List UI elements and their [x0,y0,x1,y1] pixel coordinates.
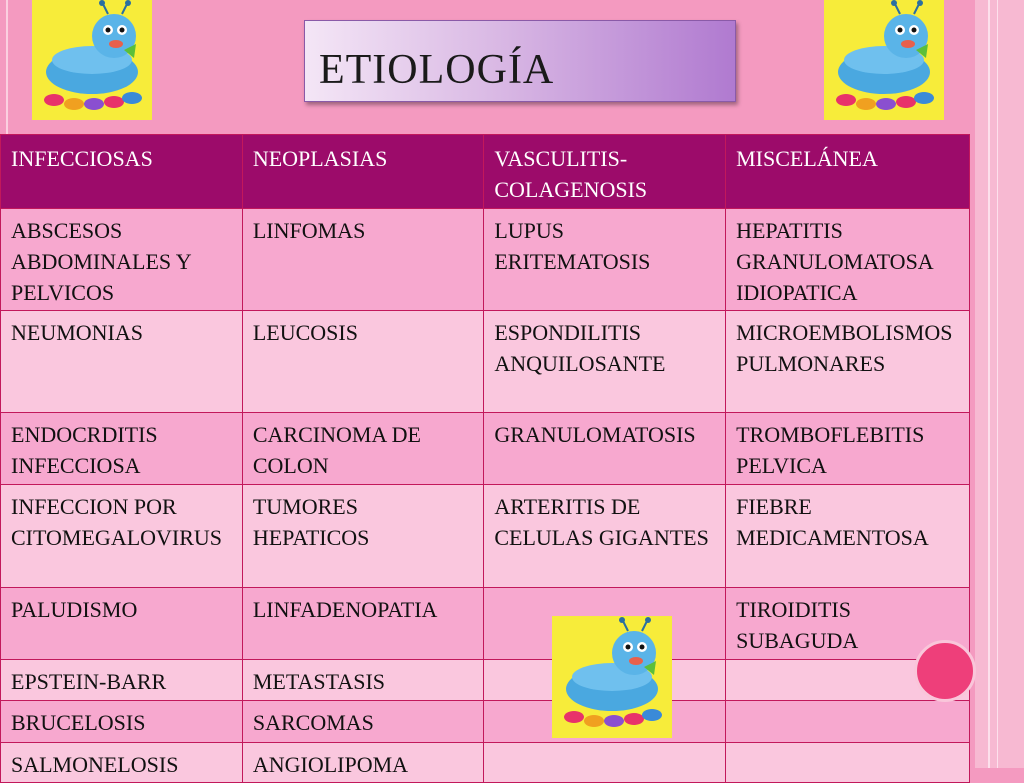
pink-circle-icon [914,640,976,702]
table-cell: ESPONDILITIS ANQUILOSANTE [484,311,726,413]
table-cell: FIEBRE MEDICAMENTOSA [726,485,970,588]
header-cell: NEOPLASIAS [242,135,484,209]
table-row [1,701,970,743]
table-cell: MICROEMBOLISMOS PULMONARES [726,311,970,413]
table-row [1,413,970,485]
table-cell: EPSTEIN-BARR [1,660,243,701]
caterpillar-mascot-icon [32,0,152,120]
table-cell: LUPUS ERITEMATOSIS [484,209,726,311]
table-row [1,660,970,701]
table-cell: LEUCOSIS [242,311,484,413]
table-row [1,209,970,311]
right-decor-line [988,0,990,768]
table-header-row [1,135,970,209]
caterpillar-mascot-icon [824,0,944,120]
table-cell: GRANULOMATOSIS [484,413,726,485]
table-cell [726,701,970,743]
table-cell: TIROIDITIS SUBAGUDA [726,588,970,660]
table-cell: LINFADENOPATIA [242,588,484,660]
table-row [1,311,970,413]
table-cell: CARCINOMA DE COLON [242,413,484,485]
table-cell: ENDOCRDITIS INFECCIOSA [1,413,243,485]
table-cell: INFECCION POR CITOMEGALOVIRUS [1,485,243,588]
header-cell: VASCULITIS-COLAGENOSIS [484,135,726,209]
table-cell: ABSCESOS ABDOMINALES Y PELVICOS [1,209,243,311]
table-cell: NEUMONIAS [1,311,243,413]
table-cell: HEPATITIS GRANULOMATOSA IDIOPATICA [726,209,970,311]
table-cell [484,743,726,783]
table-cell: TUMORES HEPATICOS [242,485,484,588]
table-cell: ARTERITIS DE CELULAS GIGANTES [484,485,726,588]
page-title: ETIOLOGÍA [319,47,555,93]
etiology-table [0,134,970,783]
table-cell: SALMONELOSIS [1,743,243,783]
table-cell: LINFOMAS [242,209,484,311]
header-cell: INFECCIOSAS [1,135,243,209]
table-cell: METASTASIS [242,660,484,701]
caterpillar-mascot-icon [552,616,672,738]
table-cell: TROMBOFLEBITIS PELVICA [726,413,970,485]
table-cell [726,743,970,783]
table-cell: PALUDISMO [1,588,243,660]
table-cell: BRUCELOSIS [1,701,243,743]
table-row [1,485,970,588]
table-cell: ANGIOLIPOMA [242,743,484,783]
right-decor-strip [975,0,1024,768]
table-cell: SARCOMAS [242,701,484,743]
header-cell: MISCELÁNEA [726,135,970,209]
title-box [304,20,736,102]
right-decor-line [997,0,998,768]
table-row [1,743,970,783]
table-row [1,588,970,660]
